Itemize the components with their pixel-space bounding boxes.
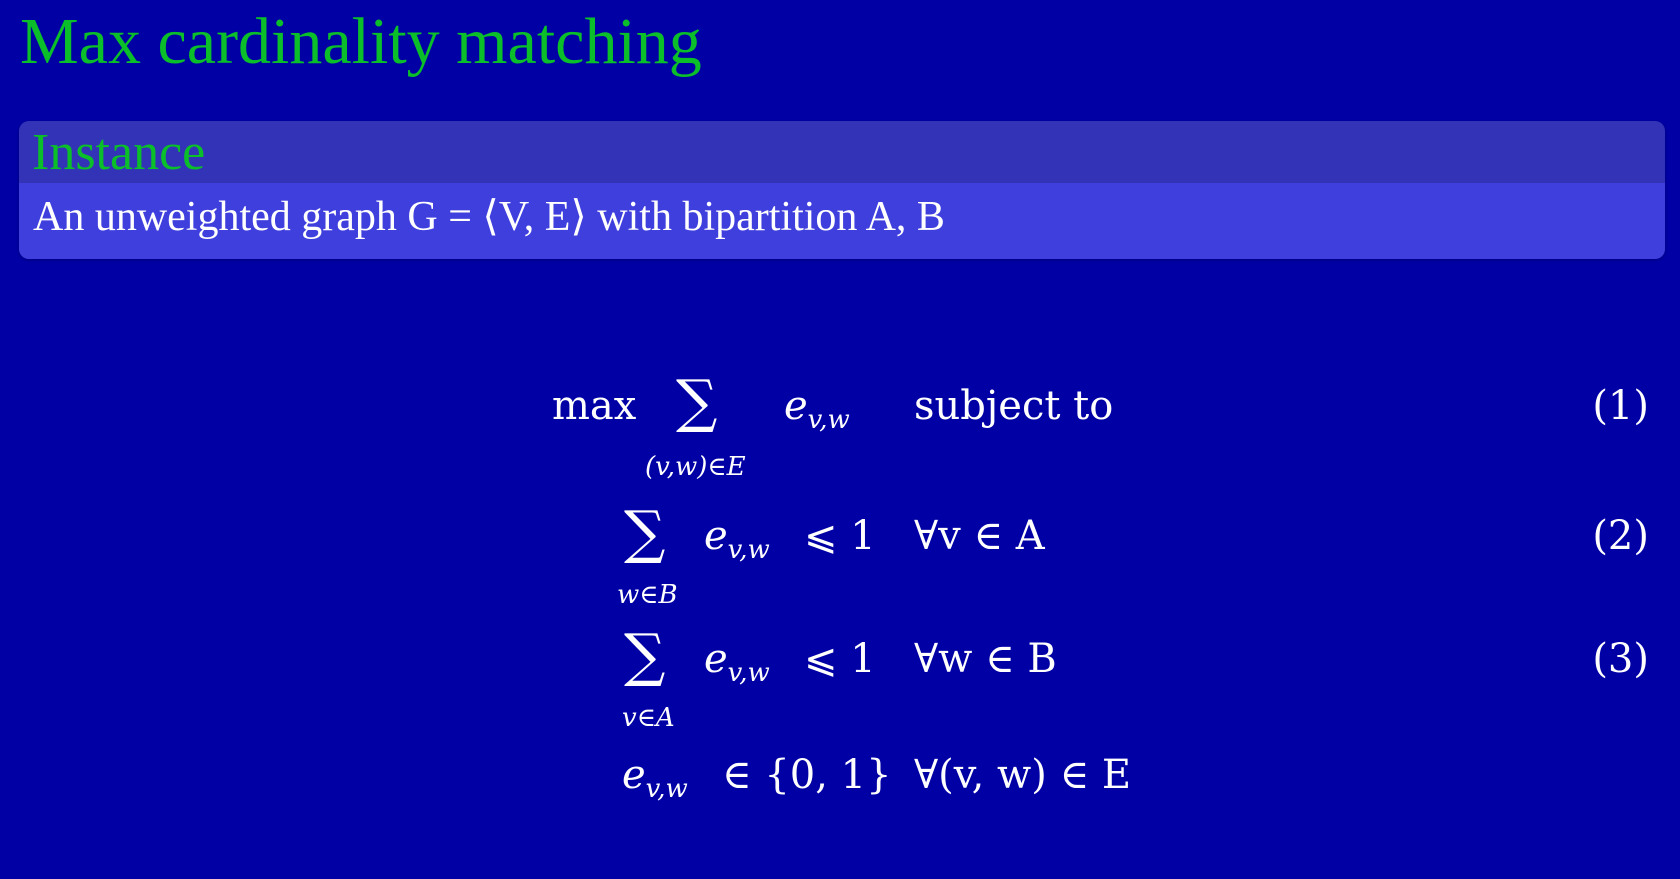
eq1-number: (1) [1592, 383, 1649, 429]
eq1-term [784, 383, 850, 435]
eq2-term-sub: v,w [727, 535, 770, 565]
instance-block-header: Instance [19, 121, 1665, 183]
eq2-term-base: e [704, 513, 728, 559]
slide-title: Max cardinality matching [20, 5, 702, 78]
eq3-sum-index: v∈A [622, 703, 675, 733]
eq2-relation: ⩽ 1 [804, 513, 876, 559]
eq2-sum-symbol: ∑ [624, 498, 666, 566]
eq1-term-sub: v,w [807, 405, 850, 435]
instance-block [19, 121, 1665, 259]
eq3-relation: ⩽ 1 [804, 636, 876, 682]
eq3-term-sub: v,w [727, 658, 770, 688]
eq1-condition: subject to [914, 383, 1114, 429]
instance-block-body: An unweighted graph G = ⟨V, E⟩ with bipartition A, B [19, 183, 1665, 259]
eq4-term [622, 752, 688, 804]
eq1-operator: max [552, 383, 637, 429]
eq3-term-base: e [704, 636, 728, 682]
eq4-term-sub: v,w [645, 774, 688, 804]
eq1-sum-symbol: ∑ [676, 367, 718, 435]
eq2-term [704, 513, 770, 565]
eq4-term-base: e [622, 752, 646, 798]
eq1-sum-index: (v,w)∈E [645, 452, 746, 482]
eq4-condition: ∀(v, w) ∈ E [914, 752, 1132, 798]
eq3-sum-symbol: ∑ [624, 621, 666, 689]
eq2-condition: ∀v ∈ A [914, 513, 1045, 559]
eq1-term-base: e [784, 383, 808, 429]
eq3-condition: ∀w ∈ B [914, 636, 1057, 682]
eq2-sum-index: w∈B [617, 580, 678, 610]
eq3-term [704, 636, 770, 688]
eq2-number: (2) [1592, 513, 1649, 559]
eq3-number: (3) [1592, 636, 1649, 682]
eq4-relation: ∈ {0, 1} [722, 752, 892, 798]
